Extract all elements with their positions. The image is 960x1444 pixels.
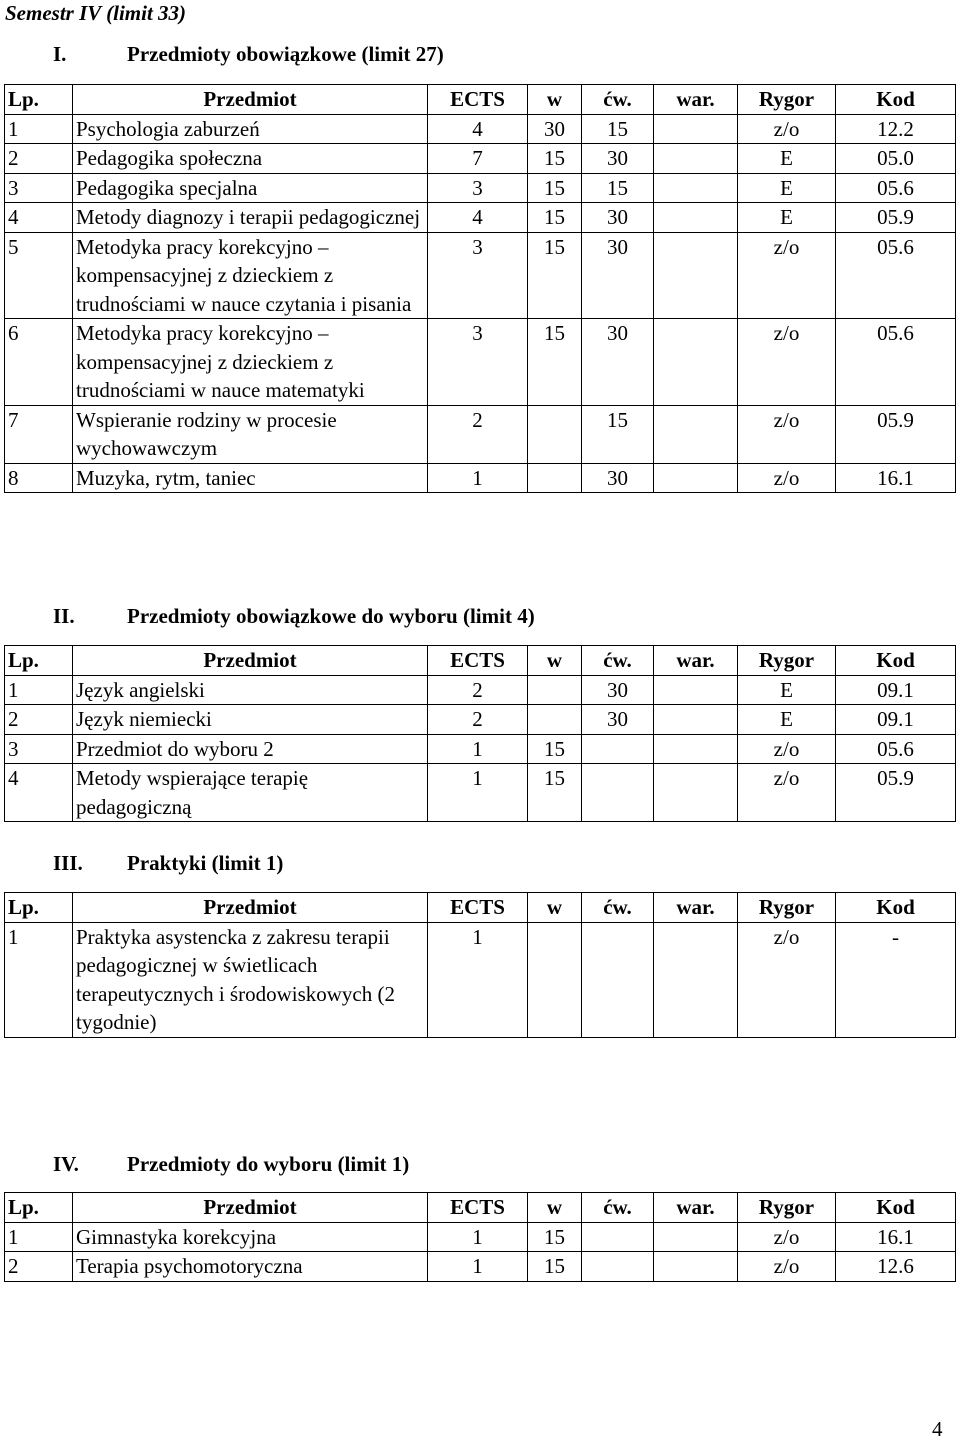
cell-ects: 2 [428, 705, 528, 735]
cell-subject: Język niemiecki [73, 705, 428, 735]
cell-subject: Terapia psychomotoryczna [73, 1252, 428, 1282]
col-header-cw: ćw. [582, 893, 654, 923]
table-row [5, 144, 956, 174]
cell-rygor: E [738, 705, 836, 735]
cell-subject: Gimnastyka korekcyjna [73, 1222, 428, 1252]
table-header-row [5, 1193, 956, 1223]
table-row [5, 319, 956, 406]
cell-cw: 30 [582, 675, 654, 705]
col-header-kod: Kod [836, 1193, 956, 1223]
table-row [5, 232, 956, 319]
cell-cw [582, 1222, 654, 1252]
cell-lp: 1 [5, 675, 73, 705]
cell-war [654, 114, 738, 144]
cell-subject: Język angielski [73, 675, 428, 705]
cell-war [654, 405, 738, 463]
section-heading-1 [53, 41, 444, 67]
cell-rygor: z/o [738, 1252, 836, 1282]
col-header-rygor: Rygor [738, 85, 836, 115]
cell-cw [582, 734, 654, 764]
cell-ects: 3 [428, 173, 528, 203]
cell-subject: Przedmiot do wyboru 2 [73, 734, 428, 764]
col-header-cw: ćw. [582, 85, 654, 115]
table-row [5, 675, 956, 705]
cell-war [654, 764, 738, 822]
table-row [5, 1222, 956, 1252]
cell-war [654, 203, 738, 233]
cell-cw: 15 [582, 405, 654, 463]
table-header-row [5, 85, 956, 115]
col-header-lp: Lp. [5, 85, 73, 115]
section-number: I. [53, 42, 67, 66]
table-row [5, 922, 956, 1037]
col-header-cw: ćw. [582, 646, 654, 676]
cell-w: 15 [528, 232, 582, 319]
cell-lp: 6 [5, 319, 73, 406]
cell-w [528, 405, 582, 463]
col-header-lp: Lp. [5, 893, 73, 923]
cell-rygor: E [738, 203, 836, 233]
semester-title: Semestr IV (limit 33) [5, 1, 187, 25]
col-header-ects: ECTS [428, 646, 528, 676]
cell-ects: 1 [428, 463, 528, 493]
cell-war [654, 1252, 738, 1282]
cell-ects: 1 [428, 734, 528, 764]
cell-lp: 1 [5, 922, 73, 1037]
page-number: 4 [932, 1417, 943, 1441]
cell-war [654, 319, 738, 406]
cell-cw [582, 1252, 654, 1282]
cell-cw [582, 764, 654, 822]
cell-war [654, 675, 738, 705]
section-number: IV. [53, 1152, 79, 1176]
cell-cw: 15 [582, 114, 654, 144]
col-header-w: w [528, 893, 582, 923]
table-row [5, 463, 956, 493]
cell-lp: 8 [5, 463, 73, 493]
col-header-rygor: Rygor [738, 646, 836, 676]
table-header-row [5, 893, 956, 923]
courses-table-1 [4, 84, 956, 493]
section-title: Przedmioty do wyboru (limit 1) [127, 1152, 410, 1176]
cell-rygor: z/o [738, 463, 836, 493]
cell-lp: 4 [5, 764, 73, 822]
section-title: Przedmioty obowiązkowe do wyboru (limit 4) [127, 604, 535, 628]
cell-ects: 1 [428, 922, 528, 1037]
col-header-war: war. [654, 646, 738, 676]
cell-cw: 30 [582, 705, 654, 735]
cell-w: 15 [528, 144, 582, 174]
table-row [5, 764, 956, 822]
cell-lp: 3 [5, 173, 73, 203]
cell-kod: 09.1 [836, 675, 956, 705]
cell-cw: 30 [582, 319, 654, 406]
col-header-lp: Lp. [5, 1193, 73, 1223]
col-header-w: w [528, 85, 582, 115]
cell-lp: 7 [5, 405, 73, 463]
col-header-lp: Lp. [5, 646, 73, 676]
cell-rygor: z/o [738, 1222, 836, 1252]
col-header-war: war. [654, 893, 738, 923]
cell-subject: Metodyka pracy korekcyjno – kompensacyjnej z dzieckiem z trudnościami w nauce matematyki [73, 319, 428, 406]
cell-lp: 5 [5, 232, 73, 319]
cell-ects: 1 [428, 1222, 528, 1252]
cell-ects: 7 [428, 144, 528, 174]
table-row [5, 1252, 956, 1282]
cell-kod: 05.6 [836, 734, 956, 764]
col-header-subject: Przedmiot [73, 1193, 428, 1223]
cell-subject: Praktyka asystencka z zakresu terapii pedagogicznej w świetlicach terapeutycznych i środowiskowych (2 tygodnie) [73, 922, 428, 1037]
cell-rygor: E [738, 144, 836, 174]
cell-rygor: z/o [738, 114, 836, 144]
cell-kod: 05.6 [836, 319, 956, 406]
cell-lp: 3 [5, 734, 73, 764]
col-header-w: w [528, 1193, 582, 1223]
col-header-kod: Kod [836, 893, 956, 923]
cell-ects: 2 [428, 405, 528, 463]
cell-subject: Wspieranie rodziny w procesie wychowawczym [73, 405, 428, 463]
col-header-w: w [528, 646, 582, 676]
cell-lp: 1 [5, 114, 73, 144]
cell-kod: 05.9 [836, 203, 956, 233]
table-row [5, 734, 956, 764]
col-header-rygor: Rygor [738, 893, 836, 923]
cell-subject: Metody diagnozy i terapii pedagogicznej [73, 203, 428, 233]
cell-lp: 4 [5, 203, 73, 233]
table-row [5, 203, 956, 233]
cell-rygor: z/o [738, 764, 836, 822]
cell-rygor: z/o [738, 319, 836, 406]
cell-kod: 12.2 [836, 114, 956, 144]
cell-lp: 2 [5, 1252, 73, 1282]
cell-lp: 1 [5, 1222, 73, 1252]
cell-cw [582, 922, 654, 1037]
col-header-subject: Przedmiot [73, 85, 428, 115]
cell-war [654, 705, 738, 735]
section-title: Przedmioty obowiązkowe (limit 27) [127, 42, 444, 66]
cell-kod: 16.1 [836, 463, 956, 493]
cell-w: 15 [528, 734, 582, 764]
cell-subject: Metody wspierające terapię pedagogiczną [73, 764, 428, 822]
cell-war [654, 463, 738, 493]
cell-cw: 30 [582, 463, 654, 493]
col-header-ects: ECTS [428, 85, 528, 115]
section-heading-3 [53, 850, 283, 876]
cell-w [528, 675, 582, 705]
cell-cw: 30 [582, 232, 654, 319]
cell-kod: 05.6 [836, 173, 956, 203]
cell-lp: 2 [5, 705, 73, 735]
table-row [5, 173, 956, 203]
cell-kod: 05.9 [836, 764, 956, 822]
cell-subject: Metodyka pracy korekcyjno – kompensacyjnej z dzieckiem z trudnościami w nauce czytania i pisania [73, 232, 428, 319]
cell-subject: Pedagogika społeczna [73, 144, 428, 174]
table-header-row [5, 646, 956, 676]
cell-cw: 15 [582, 173, 654, 203]
cell-ects: 4 [428, 203, 528, 233]
courses-table-4 [4, 1192, 956, 1282]
cell-ects: 3 [428, 232, 528, 319]
cell-ects: 1 [428, 1252, 528, 1282]
col-header-subject: Przedmiot [73, 893, 428, 923]
col-header-rygor: Rygor [738, 1193, 836, 1223]
cell-w: 15 [528, 764, 582, 822]
cell-subject: Pedagogika specjalna [73, 173, 428, 203]
cell-rygor: E [738, 173, 836, 203]
col-header-ects: ECTS [428, 1193, 528, 1223]
col-header-war: war. [654, 85, 738, 115]
cell-ects: 2 [428, 675, 528, 705]
cell-war [654, 1222, 738, 1252]
cell-kod: 05.6 [836, 232, 956, 319]
cell-kod: 05.0 [836, 144, 956, 174]
cell-ects: 1 [428, 764, 528, 822]
cell-war [654, 922, 738, 1037]
cell-kod: 09.1 [836, 705, 956, 735]
col-header-cw: ćw. [582, 1193, 654, 1223]
courses-table-3 [4, 892, 956, 1038]
cell-kod: 05.9 [836, 405, 956, 463]
cell-war [654, 144, 738, 174]
cell-subject: Muzyka, rytm, taniec [73, 463, 428, 493]
cell-w: 30 [528, 114, 582, 144]
table-row [5, 405, 956, 463]
courses-table-2 [4, 645, 956, 822]
col-header-war: war. [654, 1193, 738, 1223]
cell-w [528, 922, 582, 1037]
cell-war [654, 232, 738, 319]
cell-ects: 4 [428, 114, 528, 144]
section-heading-4 [53, 1151, 409, 1177]
col-header-subject: Przedmiot [73, 646, 428, 676]
cell-w [528, 463, 582, 493]
cell-w: 15 [528, 1222, 582, 1252]
cell-war [654, 734, 738, 764]
cell-kod: - [836, 922, 956, 1037]
section-title: Praktyki (limit 1) [127, 851, 284, 875]
table-row [5, 114, 956, 144]
section-heading-2 [53, 603, 535, 629]
cell-ects: 3 [428, 319, 528, 406]
cell-rygor: z/o [738, 405, 836, 463]
cell-w: 15 [528, 173, 582, 203]
cell-cw: 30 [582, 203, 654, 233]
cell-w: 15 [528, 203, 582, 233]
section-number: III. [53, 851, 83, 875]
cell-cw: 30 [582, 144, 654, 174]
cell-war [654, 173, 738, 203]
col-header-kod: Kod [836, 85, 956, 115]
cell-subject: Psychologia zaburzeń [73, 114, 428, 144]
col-header-kod: Kod [836, 646, 956, 676]
cell-w: 15 [528, 319, 582, 406]
cell-rygor: z/o [738, 922, 836, 1037]
section-number: II. [53, 604, 75, 628]
table-row [5, 705, 956, 735]
cell-kod: 16.1 [836, 1222, 956, 1252]
cell-rygor: z/o [738, 232, 836, 319]
cell-rygor: E [738, 675, 836, 705]
cell-lp: 2 [5, 144, 73, 174]
cell-w [528, 705, 582, 735]
cell-rygor: z/o [738, 734, 836, 764]
cell-kod: 12.6 [836, 1252, 956, 1282]
cell-w: 15 [528, 1252, 582, 1282]
col-header-ects: ECTS [428, 893, 528, 923]
